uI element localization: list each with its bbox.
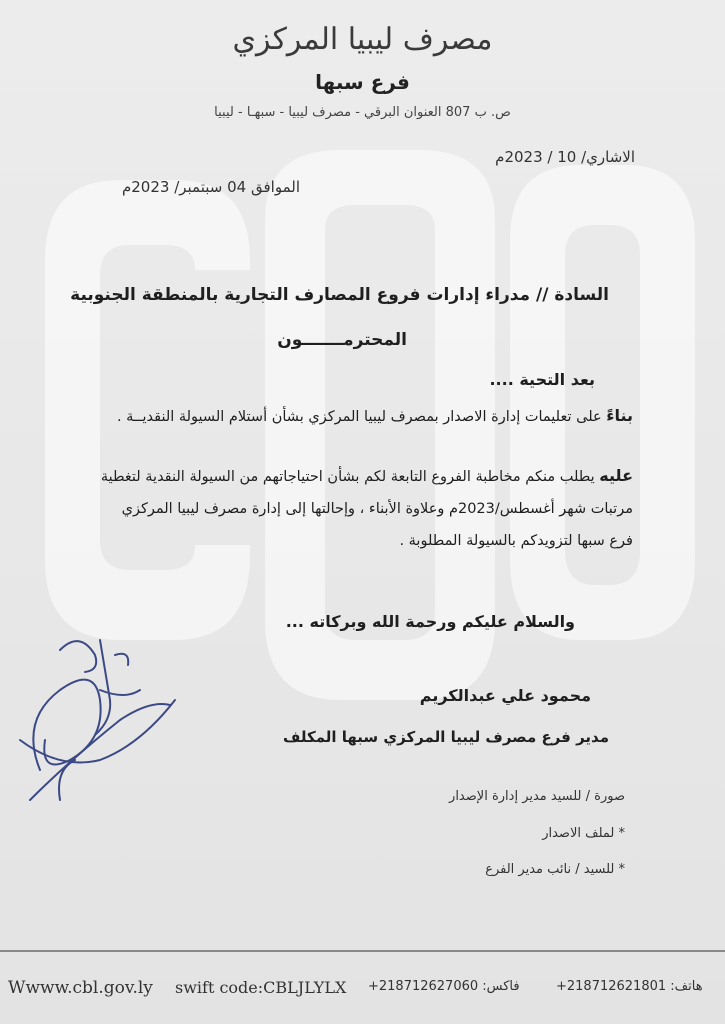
greeting: بعد التحية .... bbox=[489, 370, 595, 389]
footer-fax: +218712627060 :فاكس bbox=[368, 979, 520, 994]
footer-swift-code: swift code:CBLJLYLX bbox=[175, 978, 347, 997]
branch-name: فرع سبها bbox=[315, 70, 410, 94]
copy-to-item: * للسيد / نائب مدير الفرع bbox=[485, 862, 625, 877]
bank-name-logo: مصرف ليبيا المركزي bbox=[232, 22, 493, 57]
footer-phone: +218712621801 :هاتف bbox=[556, 979, 703, 994]
paragraph-2-text: يطلب منكم مخاطبة الفروع التابعة لكم بشأن احتياجاتهم من السيولة النقدية لتغطية مرتبات شهر أغسطس/2023م وعلاوة الأبناء ، وإحالتها إلى إدارة مصرف ليبيا المركزي فرع سبها لتزويدكم بالسيولة المطلوبة . bbox=[100, 469, 633, 549]
signatory-name: محمود علي عبدالكريم bbox=[419, 686, 591, 705]
addressee-line: السادة // مدراء إدارات فروع المصارف التجارية بالمنطقة الجنوبية bbox=[70, 285, 609, 305]
addressee-honorific: المحترمـــــــون bbox=[277, 330, 407, 350]
letter-date: الموافق 04 سبتمبر/ 2023م bbox=[121, 178, 300, 196]
signatory-title: مدير فرع مصرف ليبيا المركزي سبها المكلف bbox=[282, 728, 609, 746]
reference-number: الاشاري/ 10 / 2023م bbox=[495, 148, 635, 166]
closing-salutation: والسلام عليكم ورحمة الله وبركاته ... bbox=[285, 612, 575, 631]
footer-website: Wwww.cbl.gov.ly bbox=[8, 978, 153, 998]
paragraph-2-keyword: عليه bbox=[599, 466, 633, 485]
copy-to-heading: صورة / للسيد مدير إدارة الإصدار bbox=[449, 789, 625, 804]
copy-to-item: * لملف الاصدار bbox=[542, 826, 625, 841]
footer-divider bbox=[0, 950, 725, 952]
paragraph-1-text: على تعليمات إدارة الاصدار بمصرف ليبيا المركزي بشأن أستلام السيولة النقديــة . bbox=[116, 409, 607, 425]
paragraph-1-keyword: بناءً bbox=[606, 406, 633, 425]
postal-address: ص. ب 807 العنوان البرقي - مصرف ليبيا - سبهـا - ليبيا bbox=[214, 105, 511, 120]
